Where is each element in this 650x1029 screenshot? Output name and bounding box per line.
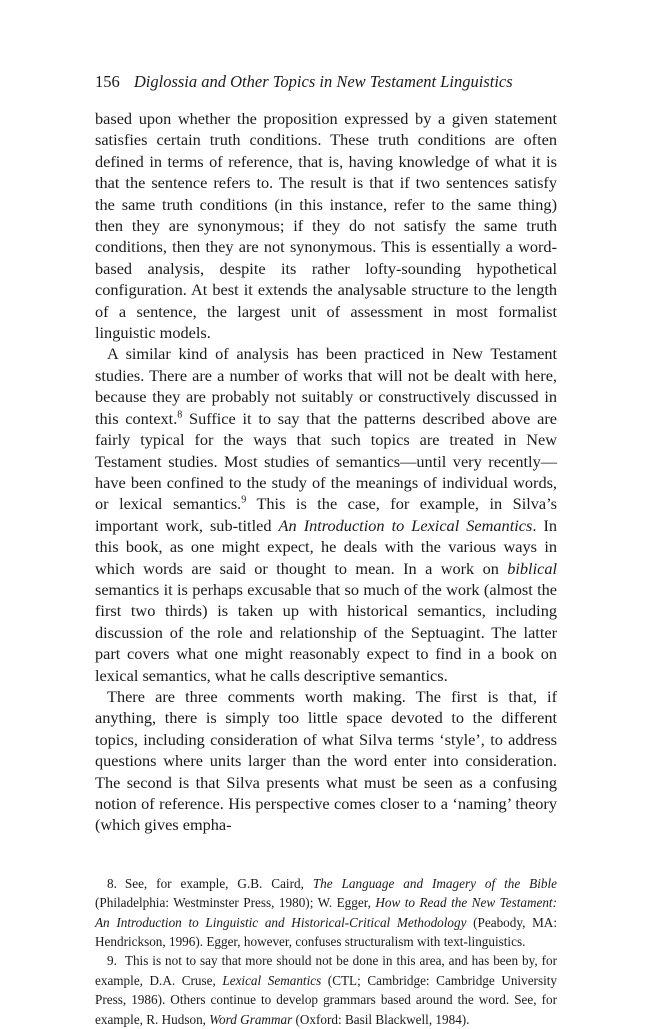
footnote-8 xyxy=(95,874,557,952)
footnote-9-number: 9. xyxy=(107,953,117,969)
paragraph-2 xyxy=(95,343,557,686)
footnote-8-number: 8. xyxy=(107,875,117,891)
paragraph-2-text-d: . In this book, as one might expect, he deals with the various ways in which words are said or thought to mean. In a work on xyxy=(95,515,558,578)
paragraph-2-text-b: Suffice it to say that the patterns described above are fairly typical for the ways that such topics are treated in New Testament studies. Most studies of semantics—until very recently—have been confined to the study of the meanings of individual words, or lexical semantics. xyxy=(95,408,557,514)
footnote-ref-9: 9 xyxy=(241,494,247,506)
body-text xyxy=(95,108,557,836)
running-head-title: Diglossia and Other Topics in New Testament Linguistics xyxy=(133,72,513,91)
footnote-8-italic-1: The Language and Imagery of the Bible xyxy=(312,875,557,891)
footnote-8-text-3: (Peabody, MA: Hendrickson, 1996). Egger, however, confuses structuralism with text-linguistics. xyxy=(95,914,557,950)
page-number: 156 xyxy=(95,72,120,91)
paragraph-2-text-c: This is the case, for example, in Silva’s important work, sub-titled xyxy=(95,494,557,535)
footnote-9-italic-2: Word Grammar xyxy=(209,1011,293,1027)
book-title-italic: An Introduction to Lexical Semantics xyxy=(278,515,533,535)
footnote-ref-8: 8 xyxy=(177,409,183,421)
footnote-9 xyxy=(95,951,557,1029)
paragraph-3: There are three comments worth making. The first is that, if anything, there is simply too little space devoted to the different topics, including consideration of what Silva terms ‘style’, to address questions where units larger than the word enter into consideration. The second is that Silva presents what must be seen as a confusing notion of reference. His perspective comes closer to a ‘naming’ theory (which gives empha- xyxy=(95,686,557,835)
footnote-9-text-3: (Oxford: Basil Blackwell, 1984). xyxy=(292,1011,470,1027)
footnote-9-text-1: This is not to say that more should not be done in this area, and has been by, for example, D.A. Cruse, xyxy=(95,953,557,988)
paragraph-1: based upon whether the proposition expressed by a given statement satisfies certain truth conditions. These truth conditions are often defined in terms of reference, that is, having knowledge of what it is that the sentence refers to. The result is that if two sentences satisfy the same truth conditions (in this instance, refer to the same thing) then they are synonymous; if they do not satisfy the same truth conditions, then they are not synonymous. This is essentially a word-based analysis, despite its rather lofty-sounding hypothetical configuration. At best it extends the analysable structure to the length of a sentence, the largest unit of assessment in most formalist linguistic models. xyxy=(95,109,557,343)
biblical-italic: biblical xyxy=(507,558,557,578)
footnotes xyxy=(95,874,557,1029)
paragraph-2-text-e: semantics it is perhaps excusable that so much of the work (almost the first two thirds) is taken up with historical semantics, including discussion of the role and relationship of the Septuagint. The latter part covers what one might reasonably expect to find in a book on lexical semantics, what he calls descriptive semantics. xyxy=(95,579,557,685)
footnote-9-italic-1: Lexical Semantics xyxy=(222,972,322,988)
paragraph-2-text-a: A similar kind of analysis has been practiced in New Testament studies. There are a number of works that will not be dealt with here, because they are probably not suitably or constructively discussed in this context. xyxy=(95,344,557,428)
footnote-8-italic-2: How to Read the New Testament: An Introduction to Linguistic and Historical-Critical Methodology xyxy=(95,895,557,930)
running-head xyxy=(95,72,557,92)
footnote-8-text-1: See, for example, G.B. Caird, xyxy=(124,875,313,891)
footnote-8-text-2: (Philadelphia: Westminster Press, 1980); W. Egger, xyxy=(95,895,376,911)
footnote-9-text-2: (CTL; Cambridge: Cambridge University Press, 1986). Others continue to develop grammars based around the word. See, for example, R. Hudson, xyxy=(95,972,557,1027)
book-page xyxy=(95,72,557,1029)
